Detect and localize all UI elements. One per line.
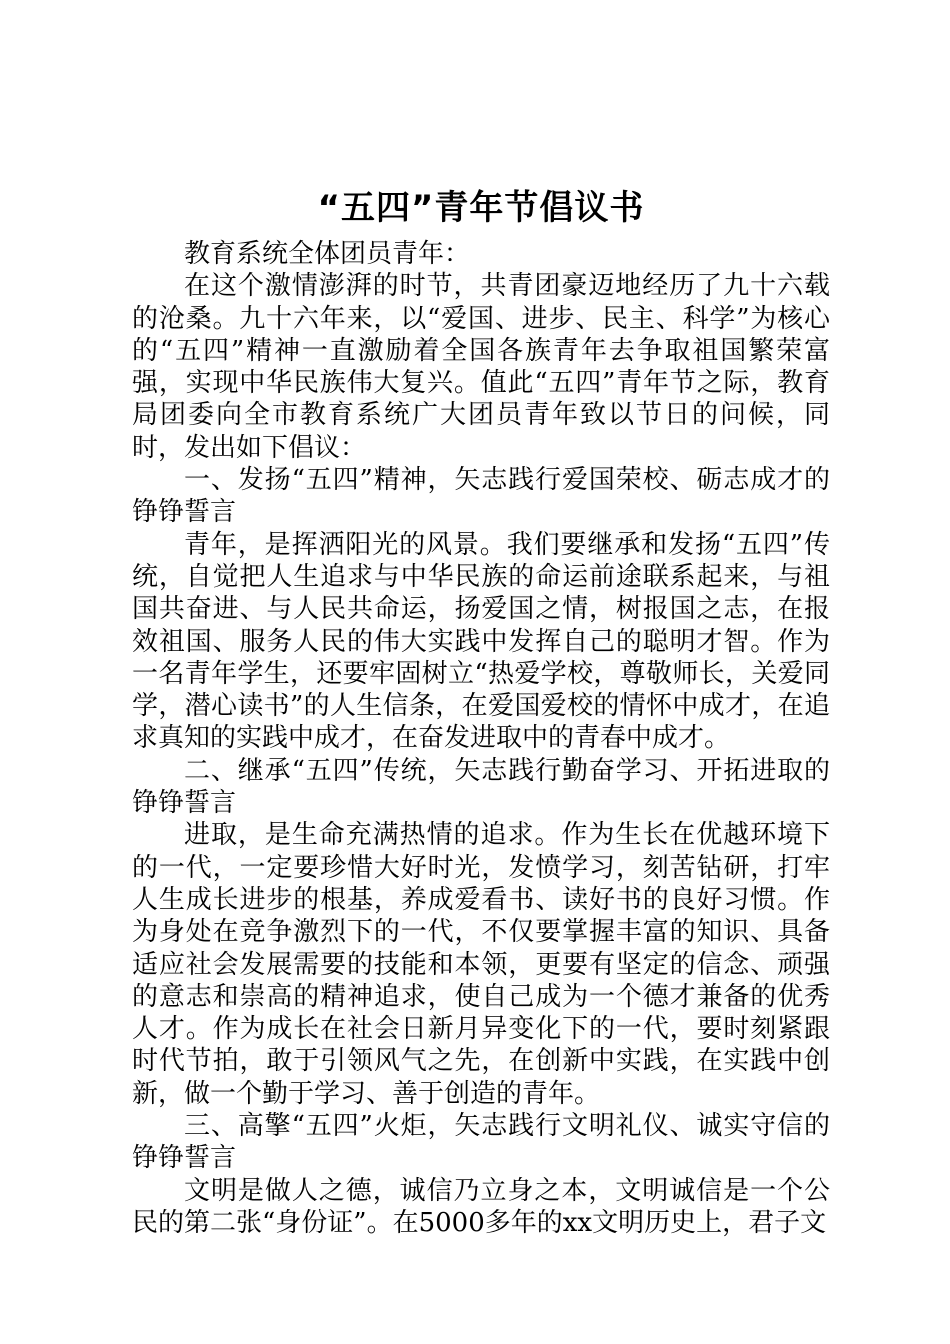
section-heading-2: 二、继承“五四”传统，矢志践行勤奋学习、开拓进取的铮铮誓言 — [132, 755, 830, 819]
intro-paragraph: 在这个激情澎湃的时节，共青团豪迈地经历了九十六载的沧桑。九十六年来，以“爱国、进步、民主、科学”为核心的“五四”精神一直激励着全国各族青年去争取祖国繁荣富强，实现中华民族伟大复兴。值此“五四”青年节之际，教育局团委向全市教育系统广大团员青年致以节日的问候，同时，发出如下倡议： — [132, 271, 830, 463]
salutation: 教育系统全体团员青年： — [184, 239, 471, 269]
document-title: “五四”青年节倡议书 — [317, 188, 645, 228]
section-heading-1: 一、发扬“五四”精神，矢志践行爱国荣校、砺志成才的铮铮誓言 — [132, 465, 830, 528]
document-body — [132, 238, 830, 1239]
section-paragraph-2: 进取，是生命充满热情的追求。作为生长在优越环境下的一代，一定要珍惜大好时光，发愤学习，刻苦钻研，打牢人生成长进步的根基，养成爱看书、读好书的良好习惯。作为身处在竞争激烈下的一代，不仅要掌握丰富的知识、具备适应社会发展需要的技能和本领，更要有坚定的信念、顽强的意志和崇高的精神追求，使自己成为一个德才兼备的优秀人才。作为成长在社会日新月异变化下的一代，要时刻紧跟时代节拍，敢于引领风气之先，在创新中实践，在实践中创新，做一个勤于学习、善于创造的青年。 — [132, 820, 830, 1109]
document-page — [132, 178, 830, 1239]
section-paragraph-1: 青年，是挥洒阳光的风景。我们要继承和发扬“五四”传统，自觉把人生追求与中华民族的命运前途联系起来，与祖国共奋进、与人民共命运，扬爱国之情，树报国之志，在报效祖国、服务人民的伟大实践中发挥自己的聪明才智。作为一名青年学生，还要牢固树立“热爱学校，尊敬师长，关爱同学，潜心读书”的人生信条，在爱国爱校的情怀中成才，在追求真知的实践中成才，在奋发进取中的青春中成才。 — [132, 529, 830, 754]
section-heading-3: 三、高擎“五四”火炬，矢志践行文明礼仪、诚实守信的铮铮誓言 — [132, 1111, 830, 1174]
section-paragraph-3: 文明是做人之德，诚信乃立身之本，文明诚信是一个公民的第二张“身份证”。在5000多年的xx文明历史上，君子文 — [132, 1175, 830, 1238]
